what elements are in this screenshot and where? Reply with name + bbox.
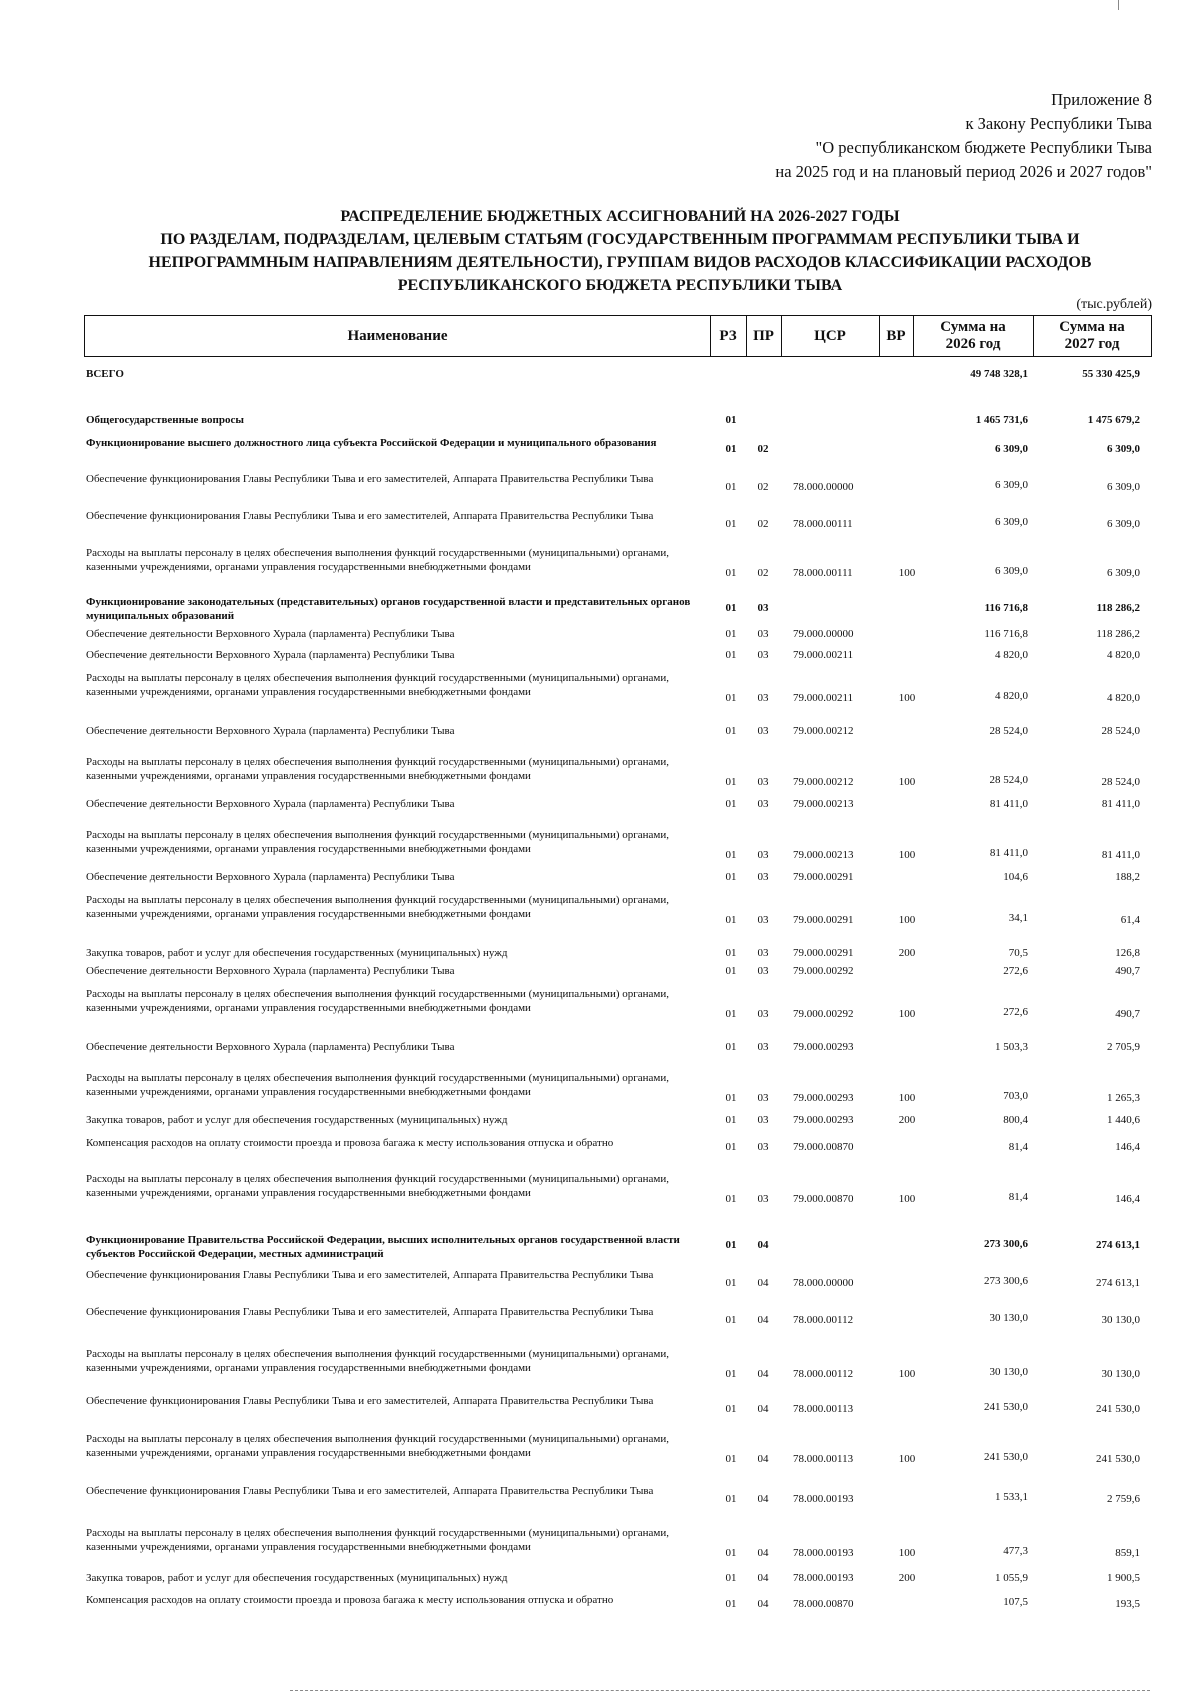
row-pr: 04: [757, 1453, 769, 1465]
row-vr: 100: [898, 567, 916, 579]
row-name: Функционирование высшего должностного лица субъекта Российской Федерации и муниципального образования: [86, 437, 657, 449]
row-sum-2026: 49 748 328,1: [970, 368, 1028, 380]
row-csr: 79.000.00292: [793, 965, 854, 977]
appendix-line: "О республиканском бюджете Республики Тыва: [815, 138, 1152, 157]
row-csr: 79.000.00213: [793, 849, 854, 861]
row-pr: 03: [757, 1092, 769, 1104]
row-csr: 79.000.00870: [793, 1193, 854, 1205]
header-name: Наименование: [347, 327, 448, 344]
row-name: Расходы на выплаты персоналу в целях обеспечения выполнения функций государственными (муниципальными) органами, казенными учреждениями, органами управления государственными внебюджетными фондами: [86, 672, 670, 698]
row-rz: 01: [725, 1092, 737, 1104]
row-csr: 79.000.00000: [793, 628, 854, 640]
row-rz: 01: [725, 947, 737, 959]
title-line: ПО РАЗДЕЛАМ, ПОДРАЗДЕЛАМ, ЦЕЛЕВЫМ СТАТЬЯМ (ГОСУДАРСТВЕННЫМ ПРОГРАММАМ РЕСПУБЛИКИ ТЫВА И: [160, 231, 1080, 248]
row-rz: 01: [725, 1114, 737, 1126]
row-sum-2027: 1 475 679,2: [1087, 414, 1140, 426]
row-csr: 78.000.00193: [793, 1572, 854, 1584]
row-vr: 100: [898, 1008, 916, 1020]
row-csr: 78.000.00111: [793, 518, 853, 530]
row-sum-2027: 188,2: [1115, 871, 1140, 883]
row-csr: 79.000.00293: [793, 1114, 854, 1126]
row-rz: 01: [725, 914, 737, 926]
row-csr: 79.000.00213: [793, 798, 854, 810]
row-pr: 03: [757, 628, 769, 640]
title-line: НЕПРОГРАММНЫМ НАПРАВЛЕНИЯМ ДЕЯТЕЛЬНОСТИ), ГРУППАМ ВИДОВ РАСХОДОВ КЛАССИФИКАЦИИ РАСХОДОВ: [148, 254, 1092, 271]
header-rz: РЗ: [719, 327, 737, 344]
header-sum-2026: Сумма на 2026 год: [940, 319, 1006, 352]
row-csr: 79.000.00870: [793, 1141, 854, 1153]
row-pr: 03: [757, 1008, 769, 1020]
row-sum-2026: 81 411,0: [989, 847, 1028, 859]
row-sum-2027: 2 759,6: [1107, 1493, 1140, 1505]
row-sum-2026: 241 530,0: [984, 1401, 1028, 1413]
row-sum-2026: 6 309,0: [995, 479, 1028, 491]
row-name: Расходы на выплаты персоналу в целях обеспечения выполнения функций государственными (муниципальными) органами, казенными учреждениями, органами управления государственными внебюджетными фондами: [86, 1433, 670, 1459]
row-sum-2027: 126,8: [1115, 947, 1140, 959]
row-rz: 01: [725, 481, 737, 493]
row-rz: 01: [725, 1008, 737, 1020]
row-rz: 01: [725, 692, 737, 704]
row-pr: 03: [757, 725, 769, 737]
row-sum-2026: 477,3: [1003, 1545, 1028, 1557]
row-pr: 03: [757, 871, 769, 883]
row-csr: 79.000.00212: [793, 725, 854, 737]
row-name: Обеспечение функционирования Главы Республики Тыва и его заместителей, Аппарата Правительства Республики Тыва: [86, 510, 654, 522]
row-rz: 01: [725, 518, 737, 530]
header-csr: ЦСР: [814, 327, 846, 344]
title-line: РАСПРЕДЕЛЕНИЕ БЮДЖЕТНЫХ АССИГНОВАНИЙ НА 2026-2027 ГОДЫ: [340, 208, 900, 225]
row-pr: 03: [757, 965, 769, 977]
row-rz: 01: [725, 1141, 737, 1153]
row-sum-2027: 490,7: [1115, 965, 1140, 977]
row-csr: 78.000.00112: [793, 1314, 854, 1326]
row-name: Расходы на выплаты персоналу в целях обеспечения выполнения функций государственными (муниципальными) органами, казенными учреждениями, органами управления государственными внебюджетными фондами: [86, 894, 670, 920]
row-name: Общегосударственные вопросы: [86, 414, 244, 426]
row-sum-2027: 193,5: [1115, 1598, 1140, 1610]
row-vr: 100: [898, 1193, 916, 1205]
row-csr: 79.000.00291: [793, 914, 854, 926]
row-name: Обеспечение функционирования Главы Республики Тыва и его заместителей, Аппарата Правительства Республики Тыва: [86, 1306, 654, 1318]
row-rz: 01: [725, 965, 737, 977]
row-pr: 03: [757, 849, 769, 861]
row-rz: 01: [725, 1453, 737, 1465]
row-sum-2026: 107,5: [1003, 1596, 1028, 1608]
row-sum-2026: 81 411,0: [989, 798, 1028, 810]
row-pr: 04: [757, 1493, 769, 1505]
row-csr: 79.000.00291: [793, 871, 854, 883]
row-rz: 01: [725, 1403, 737, 1415]
row-sum-2027: 274 613,1: [1096, 1277, 1140, 1289]
row-sum-2027: 81 411,0: [1101, 798, 1140, 810]
row-vr: 100: [898, 692, 916, 704]
row-csr: 78.000.00112: [793, 1368, 854, 1380]
row-sum-2027: 274 613,1: [1096, 1239, 1140, 1251]
row-name: Закупка товаров, работ и услуг для обеспечения государственных (муниципальных) нужд: [86, 1114, 508, 1126]
row-csr: 79.000.00291: [793, 947, 854, 959]
row-name: Расходы на выплаты персоналу в целях обеспечения выполнения функций государственными (муниципальными) органами, казенными учреждениями, органами управления государственными внебюджетными фондами: [86, 756, 670, 782]
row-csr: 78.000.00111: [793, 567, 853, 579]
row-rz: 01: [725, 1572, 737, 1584]
row-pr: 04: [757, 1239, 769, 1251]
row-rz: 01: [725, 1193, 737, 1205]
row-sum-2026: 30 130,0: [989, 1366, 1028, 1378]
row-rz: 01: [725, 1239, 737, 1251]
row-name: Расходы на выплаты персоналу в целях обеспечения выполнения функций государственными (муниципальными) органами, казенными учреждениями, органами управления государственными внебюджетными фондами: [86, 1173, 670, 1199]
row-pr: 02: [757, 481, 769, 493]
row-rz: 01: [725, 649, 737, 661]
row-pr: 03: [757, 1141, 769, 1153]
row-sum-2026: 1 465 731,6: [975, 414, 1028, 426]
row-name: Функционирование Правительства Российской Федерации, высших исполнительных органов государственной власти субъектов Российской Федерации, местных администраций: [86, 1234, 680, 1260]
row-pr: 04: [757, 1598, 769, 1610]
row-sum-2027: 118 286,2: [1096, 602, 1140, 614]
row-sum-2026: 81,4: [1008, 1141, 1028, 1153]
row-name: Компенсация расходов на оплату стоимости проезда и провоза багажа к месту использования отпуска и обратно: [86, 1137, 614, 1149]
row-sum-2027: 28 524,0: [1101, 725, 1140, 737]
row-pr: 04: [757, 1277, 769, 1289]
row-sum-2026: 6 309,0: [995, 443, 1028, 455]
row-vr: 100: [898, 1368, 916, 1380]
row-vr: 100: [898, 849, 916, 861]
row-rz: 01: [725, 849, 737, 861]
row-sum-2027: 118 286,2: [1096, 628, 1140, 640]
row-name: Обеспечение деятельности Верховного Хурала (парламента) Республики Тыва: [86, 798, 455, 810]
row-name: Обеспечение деятельности Верховного Хурала (парламента) Республики Тыва: [86, 725, 455, 737]
row-pr: 03: [757, 914, 769, 926]
row-pr: 03: [757, 798, 769, 810]
title-line: РЕСПУБЛИКАНСКОГО БЮДЖЕТА РЕСПУБЛИКИ ТЫВА: [397, 277, 843, 294]
header-vr: ВР: [886, 327, 906, 344]
row-rz: 01: [725, 602, 737, 614]
row-sum-2026: 116 716,8: [984, 628, 1028, 640]
row-csr: 78.000.00000: [793, 1277, 854, 1289]
row-name: Расходы на выплаты персоналу в целях обеспечения выполнения функций государственными (муниципальными) органами, казенными учреждениями, органами управления государственными внебюджетными фондами: [86, 829, 670, 855]
row-sum-2027: 81 411,0: [1101, 849, 1140, 861]
row-sum-2026: 273 300,6: [984, 1275, 1028, 1287]
row-sum-2027: 241 530,0: [1096, 1403, 1140, 1415]
row-csr: 78.000.00870: [793, 1598, 854, 1610]
row-name: Обеспечение деятельности Верховного Хурала (парламента) Республики Тыва: [86, 871, 455, 883]
row-sum-2026: 4 820,0: [995, 649, 1028, 661]
row-name: Обеспечение функционирования Главы Республики Тыва и его заместителей, Аппарата Правительства Республики Тыва: [86, 1269, 654, 1281]
row-sum-2026: 1 055,9: [995, 1572, 1028, 1584]
row-sum-2027: 1 265,3: [1107, 1092, 1140, 1104]
row-rz: 01: [725, 628, 737, 640]
row-sum-2026: 34,1: [1008, 912, 1028, 924]
row-sum-2026: 1 533,1: [995, 1491, 1028, 1503]
row-csr: 79.000.00292: [793, 1008, 854, 1020]
row-name: Обеспечение деятельности Верховного Хурала (парламента) Республики Тыва: [86, 1041, 455, 1053]
row-vr: 100: [898, 1547, 916, 1559]
row-rz: 01: [725, 1314, 737, 1326]
row-name: Расходы на выплаты персоналу в целях обеспечения выполнения функций государственными (муниципальными) органами, казенными учреждениями, органами управления государственными внебюджетными фондами: [86, 1072, 670, 1098]
row-csr: 78.000.00193: [793, 1493, 854, 1505]
row-vr: 100: [898, 1092, 916, 1104]
row-sum-2027: 241 530,0: [1096, 1453, 1140, 1465]
row-pr: 03: [757, 692, 769, 704]
header-sum-2027: Сумма на 2027 год: [1059, 319, 1125, 352]
row-name: Обеспечение функционирования Главы Республики Тыва и его заместителей, Аппарата Правительства Республики Тыва: [86, 1485, 654, 1497]
row-sum-2027: 6 309,0: [1107, 518, 1140, 530]
row-vr: 100: [898, 776, 916, 788]
appendix-line: к Закону Республики Тыва: [965, 114, 1152, 133]
row-name: Компенсация расходов на оплату стоимости проезда и провоза багажа к месту использования отпуска и обратно: [86, 1594, 614, 1606]
row-rz: 01: [725, 798, 737, 810]
row-pr: 03: [757, 602, 769, 614]
row-sum-2027: 28 524,0: [1101, 776, 1140, 788]
row-sum-2026: 1 503,3: [995, 1041, 1028, 1053]
row-rz: 01: [725, 725, 737, 737]
row-sum-2026: 241 530,0: [984, 1451, 1028, 1463]
row-sum-2026: 81,4: [1008, 1191, 1028, 1203]
row-name: Расходы на выплаты персоналу в целях обеспечения выполнения функций государственными (муниципальными) органами, казенными учреждениями, органами управления государственными внебюджетными фондами: [86, 1348, 670, 1374]
row-csr: 78.000.00193: [793, 1547, 854, 1559]
row-sum-2026: 272,6: [1003, 965, 1028, 977]
row-pr: 03: [757, 1041, 769, 1053]
row-rz: 01: [725, 1598, 737, 1610]
row-name: Закупка товаров, работ и услуг для обеспечения государственных (муниципальных) нужд: [86, 947, 508, 959]
row-csr: 78.000.00000: [793, 481, 854, 493]
row-sum-2026: 6 309,0: [995, 565, 1028, 577]
row-name: Расходы на выплаты персоналу в целях обеспечения выполнения функций государственными (муниципальными) органами, казенными учреждениями, органами управления государственными внебюджетными фондами: [86, 988, 670, 1014]
row-rz: 01: [725, 1493, 737, 1505]
page-bottom-mark: [290, 1690, 1150, 1691]
row-sum-2026: 28 524,0: [989, 725, 1028, 737]
row-sum-2026: 703,0: [1003, 1090, 1028, 1102]
row-name: Обеспечение функционирования Главы Республики Тыва и его заместителей, Аппарата Правительства Республики Тыва: [86, 1395, 654, 1407]
row-rz: 01: [725, 1368, 737, 1380]
row-sum-2027: 1 900,5: [1107, 1572, 1140, 1584]
row-sum-2027: 30 130,0: [1101, 1314, 1140, 1326]
row-rz: 01: [725, 1041, 737, 1053]
row-csr: 78.000.00113: [793, 1403, 854, 1415]
row-pr: 04: [757, 1314, 769, 1326]
row-rz: 01: [725, 443, 737, 455]
row-name: Закупка товаров, работ и услуг для обеспечения государственных (муниципальных) нужд: [86, 1572, 508, 1584]
header-pr: ПР: [753, 327, 774, 344]
row-sum-2026: 800,4: [1003, 1114, 1028, 1126]
row-sum-2027: 146,4: [1115, 1141, 1140, 1153]
row-sum-2027: 490,7: [1115, 1008, 1140, 1020]
row-vr: 100: [898, 1453, 916, 1465]
appendix-line: на 2025 год и на плановый период 2026 и 2027 годов": [775, 162, 1152, 181]
row-name: Расходы на выплаты персоналу в целях обеспечения выполнения функций государственными (муниципальными) органами, казенными учреждениями, органами управления государственными внебюджетными фондами: [86, 1527, 670, 1553]
row-rz: 01: [725, 567, 737, 579]
row-sum-2026: 273 300,6: [984, 1238, 1028, 1250]
row-name: Обеспечение функционирования Главы Республики Тыва и его заместителей, Аппарата Правительства Республики Тыва: [86, 473, 654, 485]
row-pr: 04: [757, 1547, 769, 1559]
appendix-reference: [775, 88, 1152, 184]
row-csr: 79.000.00211: [793, 692, 854, 704]
row-vr: 200: [898, 1114, 916, 1126]
row-csr: 79.000.00293: [793, 1092, 854, 1104]
row-sum-2026: 28 524,0: [989, 774, 1028, 786]
row-pr: 04: [757, 1572, 769, 1584]
row-vr: 200: [898, 947, 916, 959]
row-pr: 03: [757, 649, 769, 661]
table-header: [84, 315, 1152, 357]
row-sum-2027: 6 309,0: [1107, 567, 1140, 579]
row-pr: 03: [757, 1193, 769, 1205]
row-sum-2027: 6 309,0: [1107, 481, 1140, 493]
row-sum-2026: 272,6: [1003, 1006, 1028, 1018]
row-rz: 01: [725, 1277, 737, 1289]
row-sum-2027: 61,4: [1120, 914, 1140, 926]
row-sum-2026: 6 309,0: [995, 516, 1028, 528]
row-sum-2027: 1 440,6: [1107, 1114, 1140, 1126]
row-sum-2027: 146,4: [1115, 1193, 1140, 1205]
row-name: Расходы на выплаты персоналу в целях обеспечения выполнения функций государственными (муниципальными) органами, казенными учреждениями, органами управления государственными внебюджетными фондами: [86, 547, 670, 573]
row-sum-2027: 30 130,0: [1101, 1368, 1140, 1380]
row-pr: 03: [757, 776, 769, 788]
row-name: ВСЕГО: [86, 368, 124, 380]
row-sum-2026: 116 716,8: [984, 602, 1028, 614]
document-title: [70, 205, 1170, 297]
row-sum-2027: 859,1: [1115, 1547, 1140, 1559]
row-name: Обеспечение деятельности Верховного Хурала (парламента) Республики Тыва: [86, 649, 455, 661]
row-name: Функционирование законодательных (представительных) органов государственной власти и представительных органов муниципальных образований: [86, 596, 691, 622]
row-vr: 100: [898, 914, 916, 926]
row-rz: 01: [725, 1547, 737, 1559]
row-csr: 79.000.00293: [793, 1041, 854, 1053]
row-csr: 79.000.00212: [793, 776, 854, 788]
row-rz: 01: [725, 414, 737, 426]
row-sum-2027: 2 705,9: [1107, 1041, 1140, 1053]
row-pr: 02: [757, 518, 769, 530]
row-pr: 02: [757, 567, 769, 579]
row-sum-2027: 4 820,0: [1107, 692, 1140, 704]
row-name: Обеспечение деятельности Верховного Хурала (парламента) Республики Тыва: [86, 965, 455, 977]
appendix-line: Приложение 8: [1051, 90, 1152, 109]
row-name: Обеспечение деятельности Верховного Хурала (парламента) Республики Тыва: [86, 628, 455, 640]
row-pr: 03: [757, 1114, 769, 1126]
row-rz: 01: [725, 871, 737, 883]
row-sum-2027: 4 820,0: [1107, 649, 1140, 661]
row-sum-2027: 6 309,0: [1107, 443, 1140, 455]
row-sum-2026: 104,6: [1003, 871, 1028, 883]
row-pr: 04: [757, 1403, 769, 1415]
row-sum-2027: 55 330 425,9: [1082, 368, 1140, 380]
row-sum-2026: 4 820,0: [995, 690, 1028, 702]
row-csr: 78.000.00113: [793, 1453, 854, 1465]
units-label: (тыс.рублей): [1076, 297, 1152, 312]
row-csr: 79.000.00211: [793, 649, 854, 661]
row-pr: 04: [757, 1368, 769, 1380]
scan-edge-mark: [1118, 0, 1119, 10]
row-sum-2026: 30 130,0: [989, 1312, 1028, 1324]
row-rz: 01: [725, 776, 737, 788]
row-pr: 02: [757, 443, 769, 455]
row-sum-2026: 70,5: [1008, 947, 1028, 959]
row-vr: 200: [898, 1572, 916, 1584]
row-pr: 03: [757, 947, 769, 959]
